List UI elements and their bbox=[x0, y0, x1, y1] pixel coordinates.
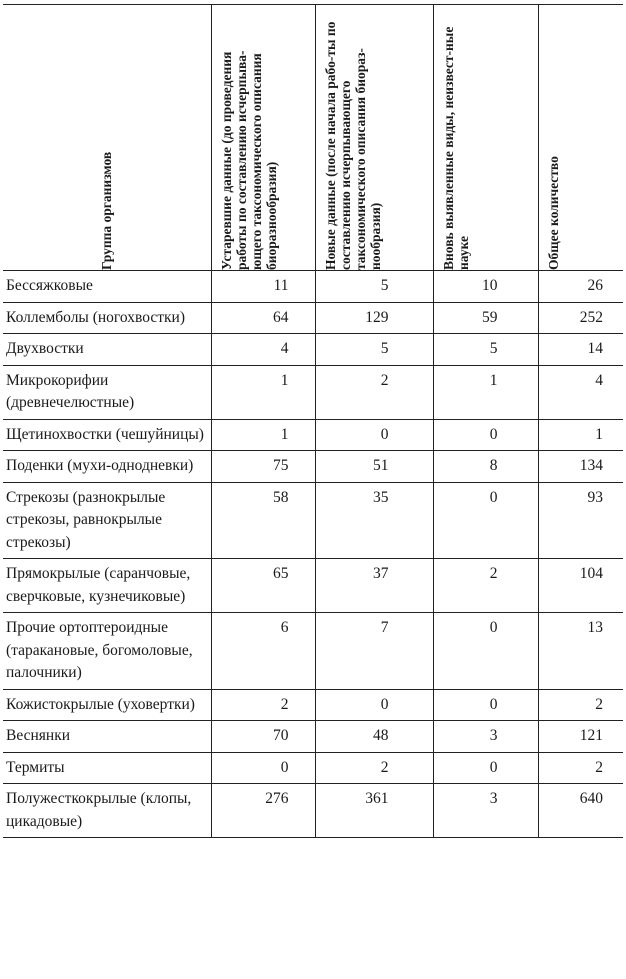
table-row bbox=[3, 559, 623, 613]
total-cell: 134 bbox=[538, 451, 623, 483]
new-cell: 7 bbox=[315, 613, 433, 690]
group-cell: Стрекозы (разнокрылые стрекозы, равнокрылые стрекозы) bbox=[3, 482, 211, 559]
novel-cell: 0 bbox=[433, 689, 538, 721]
old-cell: 2 bbox=[211, 689, 315, 721]
new-cell: 129 bbox=[315, 302, 433, 334]
group-cell: Прямокрылые (саранчовые, сверчковые, кузнечиковые) bbox=[3, 559, 211, 613]
group-cell: Термиты bbox=[3, 752, 211, 784]
group-cell: Полужесткокрылые (клопы, цикадовые) bbox=[3, 784, 211, 838]
novel-cell: 0 bbox=[433, 613, 538, 690]
header-group: Группа организмов bbox=[3, 5, 211, 271]
new-cell: 5 bbox=[315, 334, 433, 366]
group-cell: Поденки (мухи-однодневки) bbox=[3, 451, 211, 483]
new-cell: 0 bbox=[315, 419, 433, 451]
old-cell: 65 bbox=[211, 559, 315, 613]
total-cell: 26 bbox=[538, 271, 623, 303]
table-row bbox=[3, 721, 623, 753]
group-cell: Двухвостки bbox=[3, 334, 211, 366]
novel-cell: 0 bbox=[433, 752, 538, 784]
old-cell: 276 bbox=[211, 784, 315, 838]
new-cell: 35 bbox=[315, 482, 433, 559]
old-cell: 11 bbox=[211, 271, 315, 303]
old-cell: 1 bbox=[211, 365, 315, 419]
table-row bbox=[3, 419, 623, 451]
group-cell: Бессяжковые bbox=[3, 271, 211, 303]
novel-cell: 8 bbox=[433, 451, 538, 483]
total-cell: 2 bbox=[538, 689, 623, 721]
header-total: Общее количество bbox=[538, 5, 623, 271]
group-cell: Щетинохвостки (чешуйницы) bbox=[3, 419, 211, 451]
header-new-data: Новые данные (после начала рабо-ты по составлению исчерпывающего таксономического описания биораз-нообразия) bbox=[315, 5, 433, 271]
new-cell: 5 bbox=[315, 271, 433, 303]
table-row bbox=[3, 451, 623, 483]
new-cell: 37 bbox=[315, 559, 433, 613]
novel-cell: 1 bbox=[433, 365, 538, 419]
group-cell: Веснянки bbox=[3, 721, 211, 753]
group-cell: Коллемболы (ногохвостки) bbox=[3, 302, 211, 334]
total-cell: 1 bbox=[538, 419, 623, 451]
table-row bbox=[3, 752, 623, 784]
table-row bbox=[3, 271, 623, 303]
total-cell: 4 bbox=[538, 365, 623, 419]
old-cell: 6 bbox=[211, 613, 315, 690]
total-cell: 13 bbox=[538, 613, 623, 690]
table-row bbox=[3, 482, 623, 559]
old-cell: 1 bbox=[211, 419, 315, 451]
table-row bbox=[3, 689, 623, 721]
total-cell: 252 bbox=[538, 302, 623, 334]
total-cell: 640 bbox=[538, 784, 623, 838]
table-row bbox=[3, 302, 623, 334]
header-old-data: Устаревшие данные (до проведения работы по составлению исчерпыва-ющего таксономического описания биоразнообразия) bbox=[211, 5, 315, 271]
novel-cell: 3 bbox=[433, 784, 538, 838]
total-cell: 2 bbox=[538, 752, 623, 784]
group-cell: Прочие ортоптероидные (таракановые, богомоловые, палочники) bbox=[3, 613, 211, 690]
total-cell: 14 bbox=[538, 334, 623, 366]
new-cell: 51 bbox=[315, 451, 433, 483]
new-cell: 2 bbox=[315, 365, 433, 419]
header-novel-species: Вновь выявленные виды, неизвест-ные науке bbox=[433, 5, 538, 271]
group-cell: Микрокорифии (древнечелюстные) bbox=[3, 365, 211, 419]
table-row bbox=[3, 613, 623, 690]
novel-cell: 10 bbox=[433, 271, 538, 303]
novel-cell: 59 bbox=[433, 302, 538, 334]
total-cell: 93 bbox=[538, 482, 623, 559]
old-cell: 4 bbox=[211, 334, 315, 366]
table-row bbox=[3, 784, 623, 838]
old-cell: 75 bbox=[211, 451, 315, 483]
total-cell: 104 bbox=[538, 559, 623, 613]
new-cell: 0 bbox=[315, 689, 433, 721]
novel-cell: 0 bbox=[433, 419, 538, 451]
old-cell: 70 bbox=[211, 721, 315, 753]
group-cell: Кожистокрылые (уховертки) bbox=[3, 689, 211, 721]
old-cell: 0 bbox=[211, 752, 315, 784]
old-cell: 64 bbox=[211, 302, 315, 334]
table-row bbox=[3, 334, 623, 366]
novel-cell: 2 bbox=[433, 559, 538, 613]
species-table bbox=[3, 4, 623, 838]
header-row bbox=[3, 5, 623, 271]
new-cell: 2 bbox=[315, 752, 433, 784]
new-cell: 48 bbox=[315, 721, 433, 753]
old-cell: 58 bbox=[211, 482, 315, 559]
new-cell: 361 bbox=[315, 784, 433, 838]
novel-cell: 5 bbox=[433, 334, 538, 366]
novel-cell: 0 bbox=[433, 482, 538, 559]
novel-cell: 3 bbox=[433, 721, 538, 753]
table-row bbox=[3, 365, 623, 419]
total-cell: 121 bbox=[538, 721, 623, 753]
